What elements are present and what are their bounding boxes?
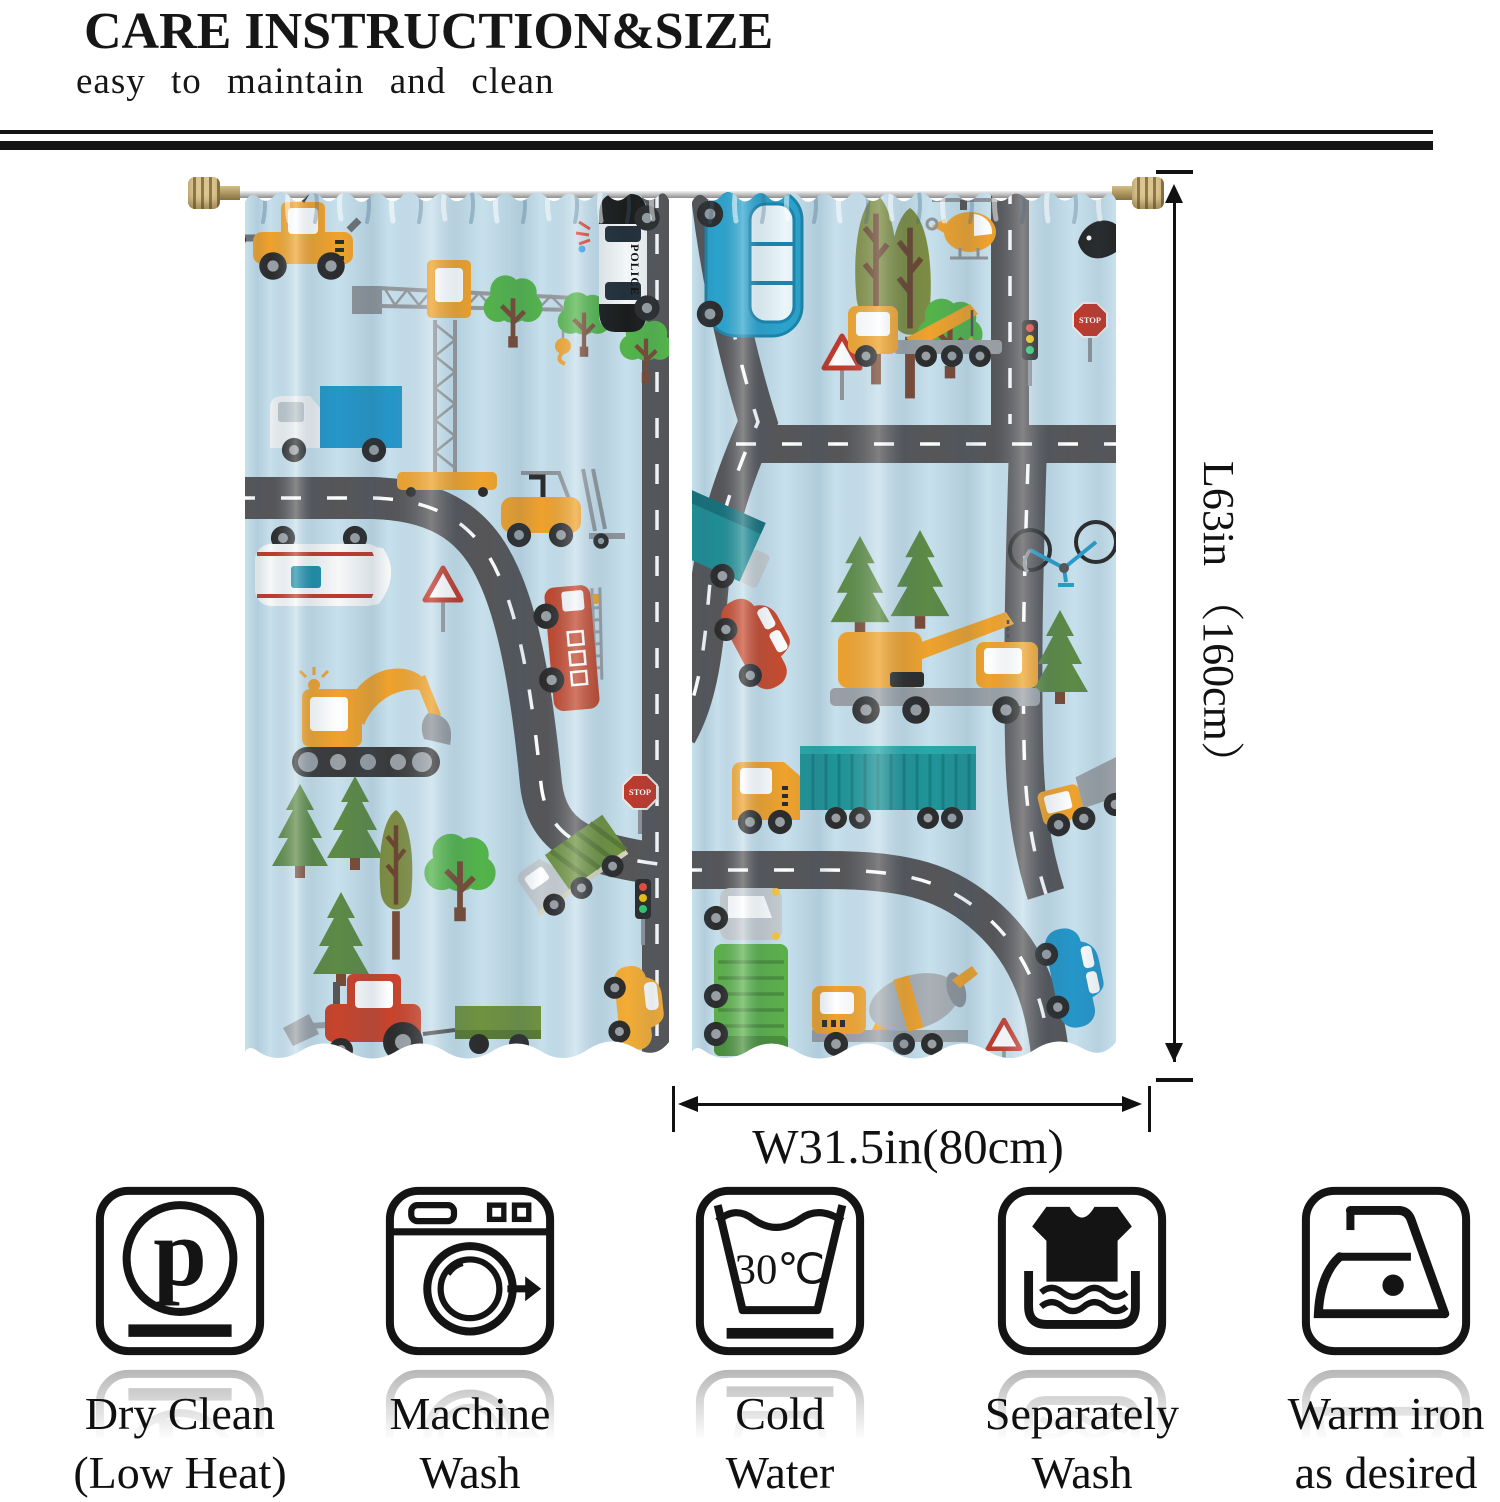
length-dimension-cap-top [1156,170,1193,174]
warm-iron-icon [1297,1182,1475,1360]
rod-finial-left [188,177,242,209]
care-label-line1: Warm iron [1287,1388,1485,1439]
care-item-machine-wash [340,1182,600,1502]
care-label-line2: Wash [419,1447,521,1498]
care-label-line1: Dry Clean [84,1388,276,1439]
care-item-separately-wash [952,1182,1212,1502]
care-label-line2: Water [725,1447,835,1498]
width-arrow-right-icon [1122,1096,1142,1112]
svg-text:p: p [153,1199,207,1307]
divider-line-thick [0,141,1433,150]
length-dimension-label: L63in （160cm） [1194,461,1243,785]
curtain-panel-left [245,186,669,1078]
page-subtitle: easy to maintain and clean [76,61,555,102]
width-dimension-tick-right [1148,1086,1151,1132]
width-dimension-line [688,1103,1132,1106]
length-dimension-line [1173,188,1176,1062]
machine-wash-icon [381,1182,559,1360]
curtain-panel-right [692,186,1116,1078]
length-dimension-cap-bottom [1156,1078,1193,1082]
care-label-line1: Separately [984,1388,1180,1439]
fabric-fold-shading [692,186,1116,1078]
care-label-line2: (Low Heat) [73,1447,287,1498]
care-label-line2: as desired [1294,1447,1478,1498]
care-label-line1: Machine [389,1388,551,1439]
dry-clean-icon [91,1182,269,1360]
separately-wash-icon [993,1182,1171,1360]
svg-text:30℃: 30℃ [734,1246,826,1294]
divider-line-thin [0,130,1433,134]
length-arrow-up-icon [1165,184,1183,203]
care-label-line1: Cold [735,1388,825,1439]
care-item-dry-clean [50,1182,310,1502]
rod-finial-right [1110,177,1164,209]
width-dimension-tick-left [672,1086,675,1132]
fabric-fold-shading [245,186,669,1078]
cold-water-icon [691,1182,869,1360]
length-arrow-down-icon [1165,1043,1183,1062]
care-label-line2: Wash [1031,1447,1133,1498]
page-title: CARE INSTRUCTION&SIZE [84,3,774,60]
care-item-cold-water [650,1182,910,1502]
width-dimension-label: W31.5in(80cm) [752,1119,1064,1174]
width-arrow-left-icon [678,1096,698,1112]
care-item-warm-iron [1256,1182,1500,1502]
